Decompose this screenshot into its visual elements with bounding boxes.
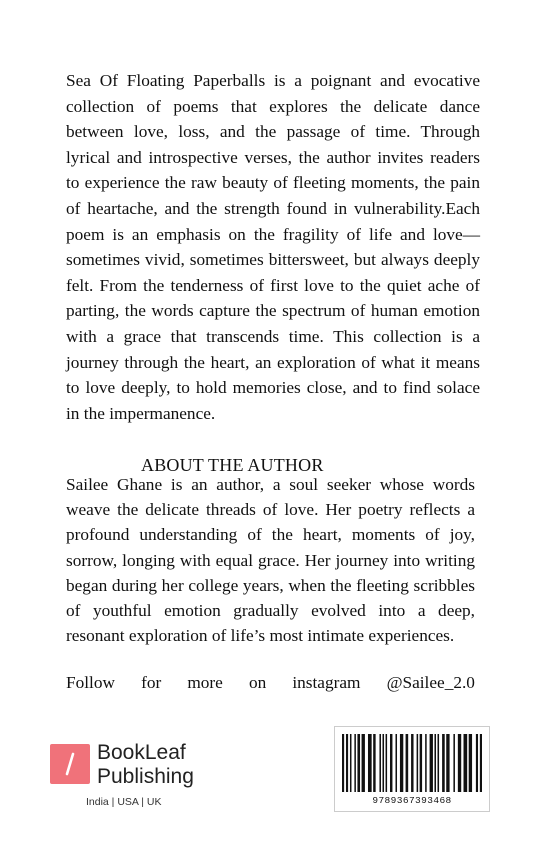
author-bio: Sailee Ghane is an author, a soul seeker whose words weave the delicate threads of love. Her poetry reflects a profound understanding of the heart, moments of joy, sorrow, longing with equal grace. Her journey into writing began during her college years, when the fleeting scribbles of youthful emotion gradually evolved into a deep, resonant exploration of life’s most intimate experiences. (66, 475, 475, 646)
publisher-regions: India | USA | UK (86, 796, 162, 808)
barcode-bar (417, 734, 419, 792)
barcode-bar (480, 734, 482, 792)
barcode-bar (379, 734, 381, 792)
barcode-bar (350, 734, 352, 792)
barcode-bar (362, 734, 365, 792)
barcode-bar (342, 734, 344, 792)
barcode-bar (420, 734, 422, 792)
barcode-bar (406, 734, 409, 792)
instagram-handle: @Sailee_2.0 (386, 673, 475, 692)
isbn-number: 9789367393468 (372, 795, 452, 806)
barcode-bar (438, 734, 440, 792)
follow-word: for (141, 673, 162, 692)
barcode-bar (390, 734, 392, 792)
follow-word: Follow (66, 673, 115, 692)
barcode-bars (342, 734, 482, 792)
barcode-bar (476, 734, 478, 792)
slash-icon (50, 744, 90, 784)
barcode-bar (383, 734, 385, 792)
follow-line (66, 670, 475, 695)
follow-word: on (248, 673, 267, 692)
follow-word: more (187, 673, 223, 692)
barcode-bar (446, 734, 449, 792)
barcode-bar (434, 734, 436, 792)
barcode-bar (373, 734, 375, 792)
barcode-bar (458, 734, 461, 792)
barcode-bar (453, 734, 455, 792)
barcode-bar (354, 734, 356, 792)
barcode-bar (464, 734, 468, 792)
book-blurb: Sea Of Floating Paperballs is a poignant and evocative collection of poems that explores the delicate dance between love, loss, and the passage of time. Through lyrical and introspective verses, the author invites readers to experience the raw beauty of fleeting moments, the pain of heartache, and the strength found in vulnerability.Each poem is an emphasis on the fragility of life and love—sometimes vivid, sometimes bittersweet, but always deeply felt. From the tenderness of first love to the quiet ache of parting, the words capture the spectrum of human emotion with a grace that transcends time. This collection is a journey through the heart, an exploration of what it means to love deeply, to hold memories close, and to find solace in the impermanence. (66, 71, 480, 423)
barcode-bar (357, 734, 360, 792)
barcode-bar (442, 734, 445, 792)
barcode-bar (395, 734, 397, 792)
publisher-logo (50, 741, 210, 814)
follow-word: instagram (292, 673, 361, 692)
isbn-barcode (334, 726, 490, 812)
barcode-bar (430, 734, 433, 792)
barcode-bar (400, 734, 403, 792)
barcode-bar (346, 734, 348, 792)
barcode-bar (425, 734, 427, 792)
barcode-bar (386, 734, 388, 792)
about-author-heading: ABOUT THE AUTHOR (141, 455, 324, 475)
barcode-bar (469, 734, 472, 792)
barcode-bar (411, 734, 413, 792)
publisher-name-line1: BookLeaf (97, 741, 186, 764)
barcode-bar (368, 734, 372, 792)
publisher-name-line2: Publishing (97, 765, 194, 788)
